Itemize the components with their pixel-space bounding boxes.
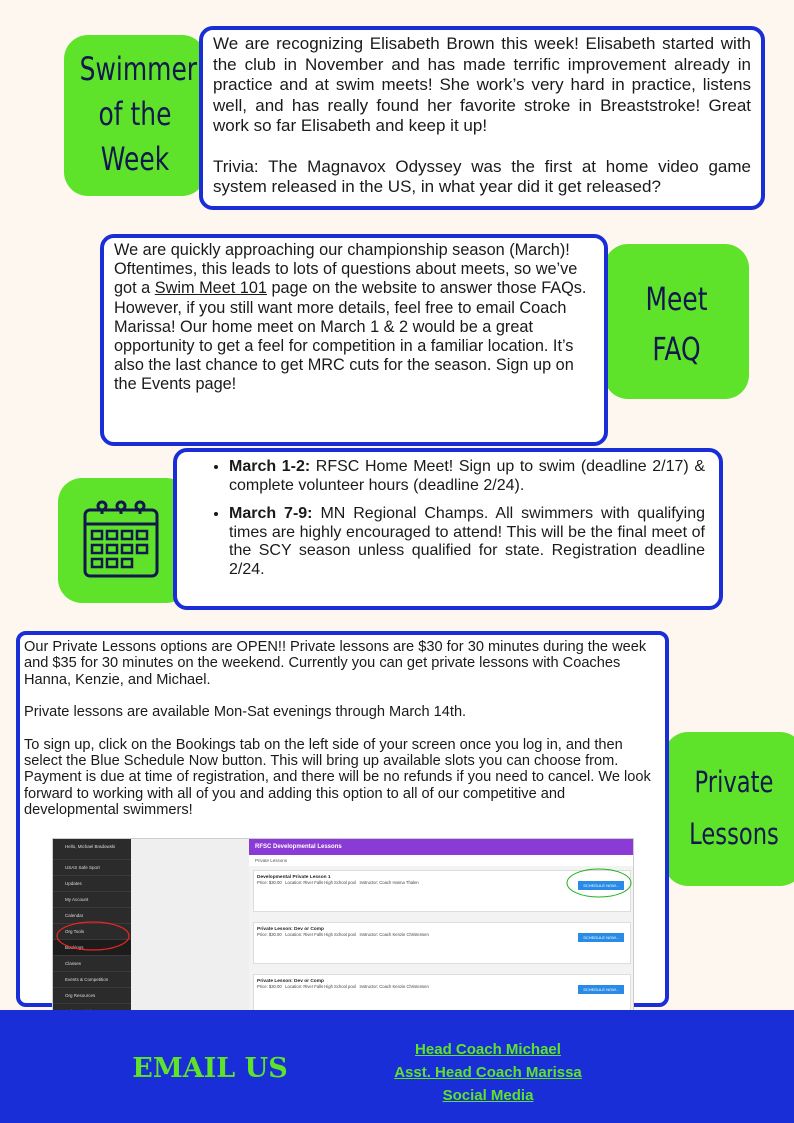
swimmer-heading: Swimmer of the Week <box>79 50 198 178</box>
lesson-card: Developmental Private Lesson 1 Price: $30.00 Location: River Falls High School pool Instructor: Coach Hanna Thalen SCHEDULE NOW... <box>253 870 631 912</box>
schedule-now-button[interactable]: SCHEDULE NOW... <box>578 933 624 942</box>
screenshot-sidebar: Hello, Michael Bradowski USAS Safe Sport Updates My Account Calendar Org Tools Bookings Classes Events & Competition Org Resources <box>53 839 131 1030</box>
meet-faq-heading-box <box>604 244 749 399</box>
schedule-now-button[interactable]: SCHEDULE NOW... <box>578 985 624 994</box>
bookings-screenshot <box>52 838 634 1030</box>
lessons-text: To sign up, click on the Bookings tab on the left side of your screen once you log in, and then select the Blue Schedule Now button. This will bring up available slots you can choose from. Payment is due at time of registration, and there will be no refunds if you need to cancel. We look forward to working with all of you and adding this option to all of our competitive and developmental swimmers! <box>24 736 651 819</box>
footer-links <box>370 1038 606 1107</box>
lessons-heading: Private Lessons <box>689 765 779 851</box>
meet-faq-text: We are quickly approaching our championship season (March)! Oftentimes, this leads to lots of questions about meets, so we’ve got a Swim Meet 101 page on the website to answer those FAQs. However, if you still want more details, feel free to email Coach Marissa! Our home meet on March 1 & 2 would be a great opportunity to get a feel for competition in a familiar location. It’s also the last chance to get MRC cuts for the season. Sign up on the Events page! <box>114 241 587 394</box>
swim-meet-101-link[interactable]: Swim Meet 101 <box>154 279 267 298</box>
schedule-now-button[interactable]: SCHEDULE NOW... <box>578 881 624 890</box>
calendar-icon <box>82 498 162 580</box>
swimmer-heading-box <box>64 35 206 196</box>
calendar-icon-box <box>58 478 190 603</box>
swimmer-text-box <box>199 26 765 210</box>
circle-annotation <box>564 865 634 901</box>
email-us-label: EMAIL US <box>132 1053 288 1084</box>
event-item: • March 1-2: RFSC Home Meet! Sign up to swim (deadline 2/17) & complete volunteer hours (deadline 2/24). <box>229 458 705 495</box>
lesson-card: Private Lesson: Dev or Comp Price: $30.00 Location: River Falls High School pool Instructor: Coach Kenzie Christensen SCHEDULE NOW... <box>253 974 631 1016</box>
lessons-text: Our Private Lessons options are OPEN!! Private lessons are $30 for 30 minutes during the week and $35 for 30 minutes on the weekend. Currently you can get private lessons with Coaches Hanna, Kenzie, and Michael. <box>24 639 647 688</box>
event-item: • March 7-9: MN Regional Champs. All swimmers with qualifying times are highly encouraged to attend! This will be the final meet of the SCY season unless qualified for state. Registration deadline 2/24. <box>229 505 705 579</box>
swimmer-text: We are recognizing Elisabeth Brown this week! Elisabeth started with the club in November and has made terrific improvement already in practice and at swim meets! She work’s very hard in practice, listens well, and has really found her favorite stroke in Breaststroke! Great work so far Elisabeth and keep it up! <box>213 34 751 135</box>
lessons-text: Private lessons are available Mon-Sat evenings through March 14th. <box>24 704 467 721</box>
asst-head-coach-link[interactable]: Asst. Head Coach Marissa <box>394 1064 582 1081</box>
circle-annotation <box>53 914 131 964</box>
meet-faq-heading: Meet FAQ <box>645 280 708 368</box>
events-box <box>173 448 723 610</box>
lessons-heading-box <box>664 732 794 886</box>
lesson-card: Private Lesson: Dev or Comp Price: $30.00 Location: River Falls High School pool Instructor: Coach Kenzie Christensen SCHEDULE NOW... <box>253 922 631 964</box>
head-coach-link[interactable]: Head Coach Michael <box>415 1041 561 1058</box>
social-media-link[interactable]: Social Media <box>442 1087 534 1104</box>
events-list <box>207 458 705 580</box>
meet-faq-text-box <box>100 234 608 446</box>
screenshot-main: RFSC Developmental Lessons Private Lessons Developmental Private Lesson 1 Price: $30.00 Location: River Falls High School pool Instructor: Coach Hanna Thalen SCHEDULE NOW... Private Lesson: Dev or Comp Price: $30.00 Location: River Falls High School pool Instructor: Coach Kenzie Christensen SCHEDULE NOW... Private Lesson: Dev or Comp Price: $30.00 Location: River Falls High School pool Instructor: Coach Kenzie Christensen SCHEDULE NOW... <box>249 839 634 1030</box>
trivia-text: Trivia: The Magnavox Odyssey was the first at home video game system released in the US, in what year did it get released? <box>213 156 751 196</box>
